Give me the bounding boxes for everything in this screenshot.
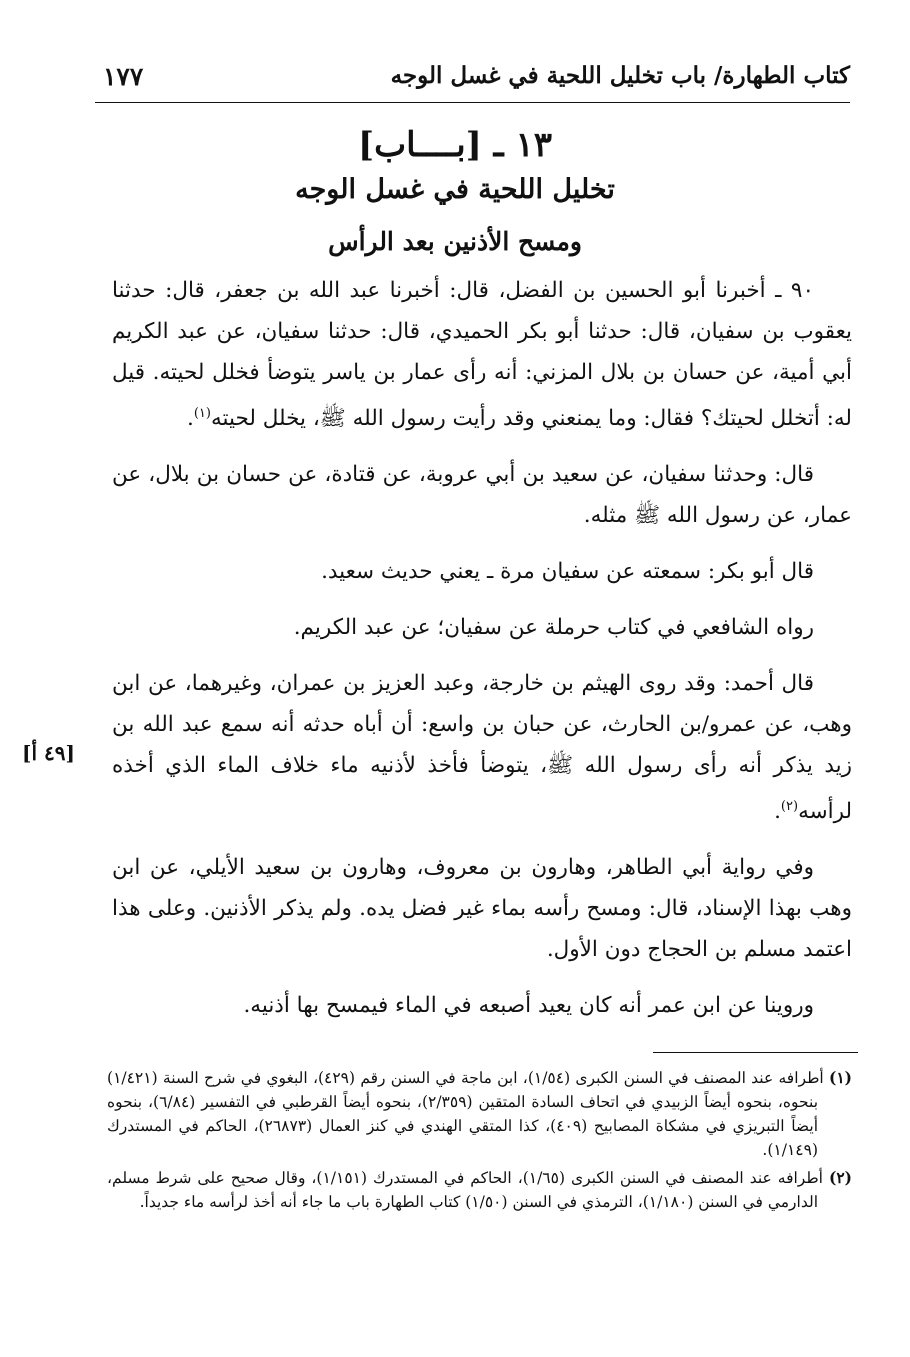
paragraph-tail: . — [774, 799, 781, 825]
paragraph — [112, 454, 852, 536]
paragraph — [112, 607, 852, 648]
paragraph-text: وفي رواية أبي الطاهر، وهارون بن معروف، وهارون بن سعيد الأيلي، عن ابن وهب بهذا الإسناد، قال: ومسح رأسه بماء غير فضل يده. ولم يذكر الأذنين. وعلى هذا اعتمد مسلم بن الحجاج دون الأول. — [112, 855, 852, 963]
chapter-subtitle: ومسح الأذنين بعد الرأس — [328, 227, 582, 256]
paragraph-text: قال أبو بكر: سمعته عن سفيان مرة ـ يعني حديث سعيد. — [321, 559, 814, 585]
footnote — [107, 1166, 852, 1214]
paragraph-text: رواه الشافعي في كتاب حرملة عن سفيان؛ عن عبد الكريم. — [293, 615, 814, 641]
running-header — [95, 62, 850, 103]
footnote — [107, 1066, 852, 1162]
chapter-title: تخليل اللحية في غسل الوجه — [295, 174, 615, 205]
paragraph — [112, 551, 852, 592]
paragraph-text: قال أحمد: وقد روى الهيثم بن خارجة، وعبد العزيز بن عمران، وغيرهما، عن ابن وهب، عن عمرو/بن الحارث، عن حبان بن واسع: أن أباه حدثه أنه سمع عبد الله بن زيد يذكر أنه رأى رسول الله ﷺ، يتوضأ فأخذ لأذنيه ماء خلاف الماء الذي أخذه لرأسه — [112, 671, 852, 825]
running-title: كتاب الطهارة/ باب تخليل اللحية في غسل الوجه — [390, 62, 850, 89]
footnote-text: أطرافه عند المصنف في السنن الكبرى (١/٥٤)، ابن ماجة في السنن رقم (٤٢٩)، البغوي في شرح السنة (١/٤٢١) بنحوه، بنحوه أيضاً الزبيدي في اتحاف السادة المتقين (٢/٣٥٩)، بنحوه أيضاً القرطبي في التفسير (٦/٨٤)، بنحوه أيضاً التبريزي في مشكاة المصابيح (٤٠٩)، كذا المتقي الهندي في كنز العمال (٢٦٨٧٣)، الحاكم في المستدرك (١/١٤٩). — [107, 1069, 824, 1159]
paragraph-text: قال: وحدثنا سفيان، عن سعيد بن أبي عروبة، عن قتادة، عن حسان بن بلال، عن عمار، عن رسول الله ﷺ مثله. — [112, 462, 852, 529]
footnote-number: (٢) — [828, 1168, 852, 1187]
paragraph-text: ٩٠ ـ أخبرنا أبو الحسين بن الفضل، قال: أخبرنا عبد الله بن جعفر، قال: حدثنا يعقوب بن سفيان، قال: حدثنا أبو بكر الحميدي، قال: حدثنا سفيان، عن عبد الكريم أبي أمية، عن حسان بن بلال المزني: أنه رأى عمار بن ياسر يتوضأ فخلل لحيته. قيل له: أتخلل لحيتك؟ فقال: وما يمنعني وقد رأيت رسول الله ﷺ، يخلل لحيته — [112, 278, 852, 432]
paragraph — [112, 847, 852, 970]
chapter-heading: ١٣ ـ [بــــاب] — [357, 125, 552, 165]
footnote-text: أطرافه عند المصنف في السنن الكبرى (١/٦٥)، الحاكم في المستدرك (١/١٥١)، وقال صحيح على شرط مسلم، الدارمي في السنن (١/١٨٠)، الترمذي في السنن (١/٥٠) كتاب الطهارة باب ما جاء أنه أخذ لرأسه ماء جديداً. — [107, 1169, 823, 1211]
paragraph — [112, 663, 852, 832]
page-number: ١٧٧ — [103, 62, 144, 91]
paragraph — [112, 985, 852, 1026]
footnote-number: (١) — [828, 1068, 852, 1087]
footnote-reference[interactable]: (٢) — [780, 799, 799, 815]
paragraph-text: وروينا عن ابن عمر أنه كان يعيد أصبعه في الماء فيمسح بها أذنيه. — [243, 993, 814, 1019]
footnote-divider — [653, 1052, 858, 1053]
body-text — [112, 270, 852, 1041]
footnote-reference[interactable]: (١) — [193, 406, 211, 421]
footnotes — [107, 1066, 852, 1218]
hadith-paragraph — [112, 270, 852, 439]
paragraph-tail: . — [187, 406, 194, 432]
manuscript-folio-note: [٤٩ أ] — [22, 741, 75, 765]
